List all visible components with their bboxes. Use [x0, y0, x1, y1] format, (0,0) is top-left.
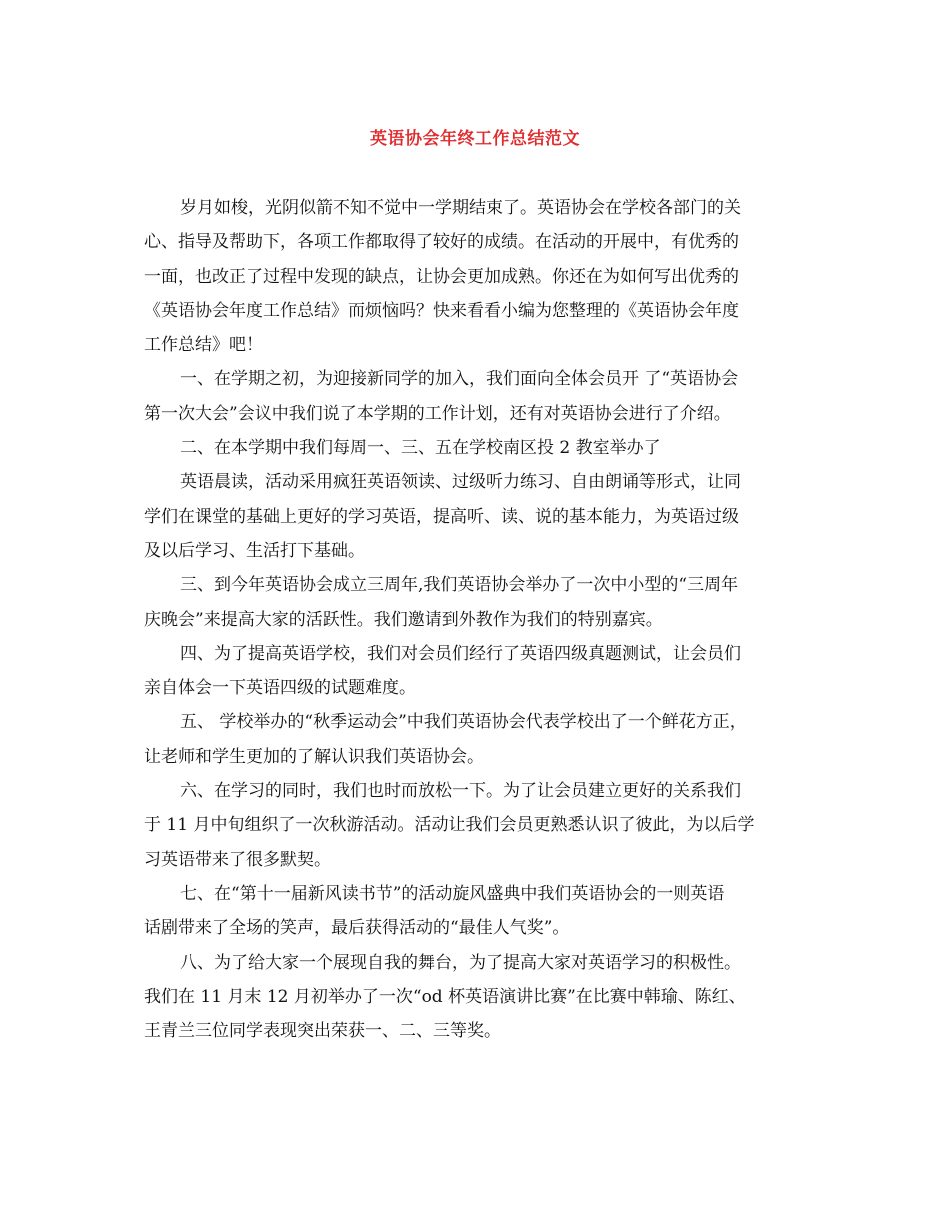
paragraph-line: 心、指导及帮助下，各项工作都取得了较好的成绩。在活动的开展中，有优秀的 — [144, 232, 739, 253]
paragraph-line: 工作总结》吧！ — [144, 335, 263, 356]
paragraph-item-1 — [144, 362, 814, 431]
paragraph-line: 习英语带来了很多默契。 — [144, 849, 331, 870]
paragraph-line: 四、为了提高英语学校，我们对会员们经行了英语四级真题测试，让会员们 — [180, 643, 741, 664]
paragraph-line: 《英语协会年度工作总结》而烦恼吗？快来看看小编为您整理的《英语协会年度 — [144, 300, 739, 321]
paragraph-line: 三、到今年英语协会成立三周年,我们英语协会举办了一次中小型的“三周年 — [180, 575, 739, 596]
paragraph-line: 让老师和学生更加的了解认识我们英语协会。 — [144, 746, 484, 767]
paragraph-line: 王青兰三位同学表现突出荣获一、二、三等奖。 — [144, 1021, 501, 1042]
paragraph-intro — [144, 191, 814, 362]
paragraph-item-2 — [144, 431, 814, 465]
paragraph-item-3 — [144, 568, 814, 637]
paragraph-line: 亲自体会一下英语四级的试题难度。 — [144, 678, 416, 699]
paragraph-item-2-continued — [144, 465, 814, 568]
paragraph-line: 八、为了给大家一个展现自我的舞台，为了提高大家对英语学习的积极性。 — [180, 952, 741, 973]
paragraph-line: 五、 学校举办的“秋季运动会”中我们英语协会代表学校出了一个鲜花方正， — [180, 712, 747, 733]
paragraph-line: 一面，也改正了过程中发现的缺点，让协会更加成熟。你还在为如何写出优秀的 — [144, 266, 739, 287]
paragraph-line: 一、在学期之初，为迎接新同学的加入，我们面向全体会员开 了“英语协会 — [180, 369, 739, 390]
paragraph-line: 第一次大会”会议中我们说了本学期的工作计划，还有对英语协会进行了介绍。 — [144, 403, 731, 424]
paragraph-item-5 — [144, 705, 814, 774]
paragraph-item-6 — [144, 774, 814, 877]
paragraph-line: 于 11 月中旬组织了一次秋游活动。活动让我们会员更熟悉认识了彼此，为以后学 — [144, 815, 755, 836]
paragraph-line: 七、在“第十一届新风读书节”的活动旋风盛典中我们英语协会的一则英语 — [180, 883, 725, 904]
document-body — [144, 191, 814, 1048]
document-title: 英语协会年终工作总结范文 — [370, 129, 580, 149]
paragraph-item-4 — [144, 637, 814, 706]
paragraph-line: 话剧带来了全场的笑声，最后获得活动的“最佳人气奖”。 — [144, 918, 570, 939]
paragraph-line: 六、在学习的同时，我们也时而放松一下。为了让会员建立更好的关系我们 — [180, 781, 741, 802]
paragraph-item-7 — [144, 877, 814, 946]
paragraph-line: 岁月如梭，光阴似箭不知不觉中一学期结束了。英语协会在学校各部门的关 — [180, 198, 741, 218]
paragraph-item-8 — [144, 946, 814, 1049]
paragraph-line: 英语晨读，活动采用疯狂英语领读、过级听力练习、自由朗诵等形式，让同 — [180, 472, 741, 493]
paragraph-line: 庆晚会”来提高大家的活跃性。我们邀请到外教作为我们的特别嘉宾。 — [144, 609, 663, 630]
paragraph-line: 学们在课堂的基础上更好的学习英语，提高听、读、说的基本能力，为英语过级 — [144, 506, 739, 527]
paragraph-line: 我们在 11 月末 12 月初举办了一次“od 杯英语演讲比赛”在比赛中韩瑜、陈红、 — [144, 986, 746, 1007]
paragraph-line: 及以后学习、生活打下基础。 — [144, 540, 365, 561]
paragraph-line: 二、在本学期中我们每周一、三、五在学校南区投 2 教室举办了 — [180, 438, 661, 459]
